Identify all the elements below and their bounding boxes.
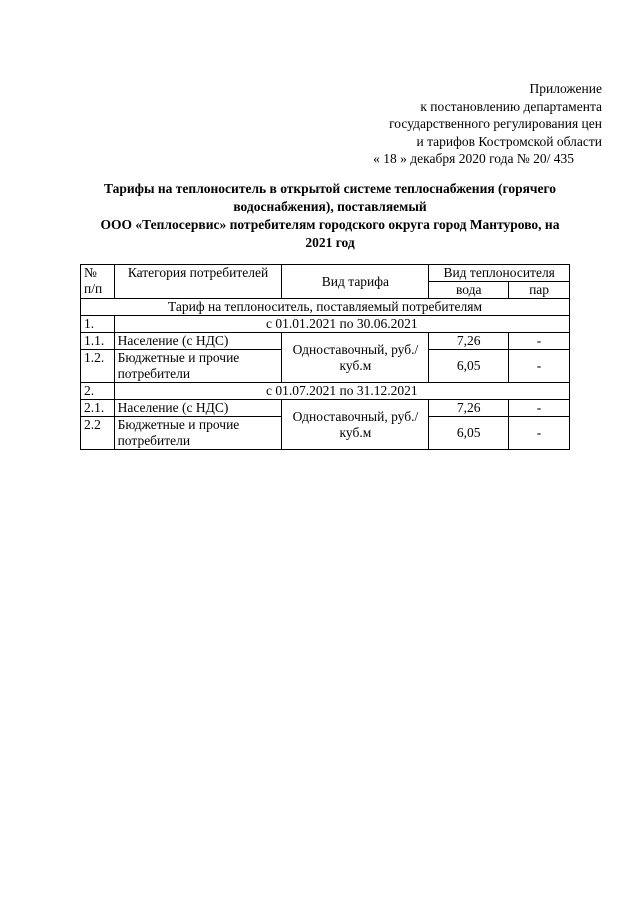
appendix-line-region: и тарифов Костромской области bbox=[416, 133, 602, 149]
header-water: вода bbox=[429, 282, 509, 299]
row-category: Бюджетные и прочие потребители bbox=[114, 350, 282, 383]
header-num: № п/п bbox=[81, 265, 115, 299]
tariff-table bbox=[80, 264, 570, 450]
row-steam-value: - bbox=[509, 417, 570, 450]
period-row bbox=[81, 383, 570, 400]
section-row bbox=[81, 299, 570, 316]
row-num: 1.1. bbox=[81, 333, 115, 350]
title-line-4: 2021 год bbox=[305, 235, 355, 250]
appendix-title: Приложение bbox=[529, 81, 602, 96]
title-line-2: водоснабжения), поставляемый bbox=[233, 199, 427, 214]
header-steam: пар bbox=[509, 282, 570, 299]
period-label: с 01.01.2021 по 30.06.2021 bbox=[114, 316, 569, 333]
header-tariff-type: Вид тарифа bbox=[282, 265, 429, 299]
table-header-row bbox=[81, 265, 570, 282]
row-tariff-type: Одноставочный, руб./куб.м bbox=[282, 333, 429, 383]
table-row bbox=[81, 333, 570, 350]
row-tariff-type: Одноставочный, руб./куб.м bbox=[282, 400, 429, 450]
row-steam-value: - bbox=[509, 400, 570, 417]
row-num: 2.2 bbox=[81, 417, 115, 450]
header-category: Категория потребителей bbox=[114, 265, 282, 299]
row-category: Население (с НДС) bbox=[114, 333, 282, 350]
row-water-value: 6,05 bbox=[429, 417, 509, 450]
row-category: Население (с НДС) bbox=[114, 400, 282, 417]
row-steam-value: - bbox=[509, 333, 570, 350]
appendix-line-decree: к постановлению департамента bbox=[420, 98, 602, 114]
appendix-line-department: государственного регулирования цен bbox=[389, 116, 602, 131]
title-line-1: Тарифы на теплоноситель в открытой системе теплоснабжения (горячего bbox=[103, 181, 557, 196]
document-title bbox=[70, 180, 590, 252]
row-water-value: 7,26 bbox=[429, 333, 509, 350]
table-row bbox=[81, 400, 570, 417]
row-category: Бюджетные и прочие потребители bbox=[114, 417, 282, 450]
period-row bbox=[81, 316, 570, 333]
appendix-header bbox=[373, 80, 602, 168]
period-num: 2. bbox=[81, 383, 115, 400]
appendix-line-date: « 18 » декабря 2020 года № 20/ 435 bbox=[373, 151, 574, 166]
period-num: 1. bbox=[81, 316, 115, 333]
header-coolant-type: Вид теплоносителя bbox=[429, 265, 570, 282]
period-label: с 01.07.2021 по 31.12.2021 bbox=[114, 383, 569, 400]
row-water-value: 7,26 bbox=[429, 400, 509, 417]
row-water-value: 6,05 bbox=[429, 350, 509, 383]
row-steam-value: - bbox=[509, 350, 570, 383]
section-title: Тариф на теплоноситель, поставляемый потребителям bbox=[81, 299, 570, 316]
title-line-3: ООО «Теплосервис» потребителям городского округа город Мантурово, на bbox=[100, 217, 560, 232]
row-num: 2.1. bbox=[81, 400, 115, 417]
row-num: 1.2. bbox=[81, 350, 115, 383]
